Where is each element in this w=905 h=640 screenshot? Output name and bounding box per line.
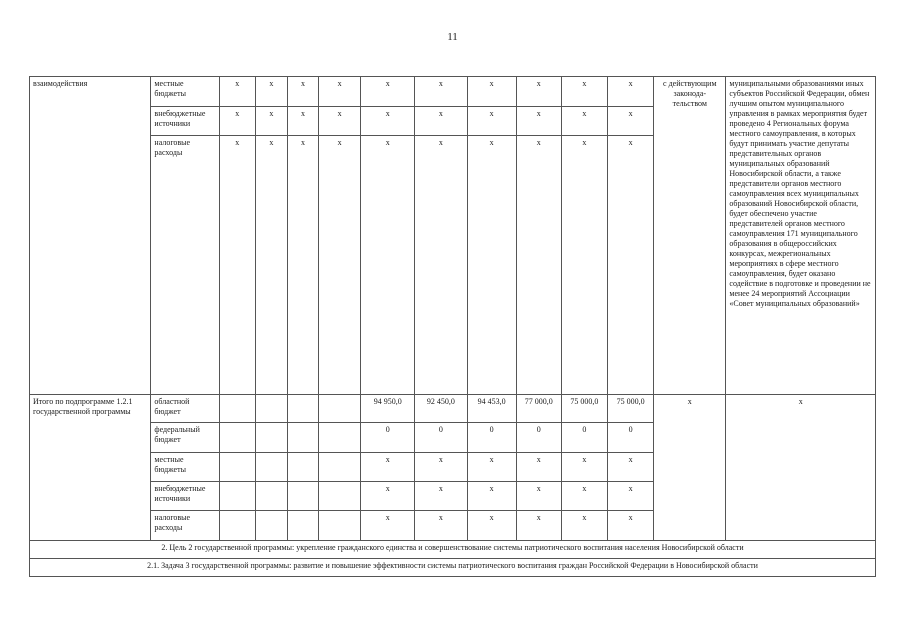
value-cell: 0 — [415, 423, 467, 453]
value-cell: 92 450,0 — [415, 395, 467, 423]
row-label: взаимодействия — [30, 77, 151, 395]
value-cell: 0 — [607, 423, 653, 453]
funding-source: местные бюджеты — [151, 77, 219, 107]
value-cell: 77 000,0 — [516, 395, 561, 423]
value-cell: х — [561, 453, 607, 482]
value-cell: х — [361, 77, 415, 107]
funding-source: местные бюджеты — [151, 453, 219, 482]
value-cell — [319, 395, 361, 423]
value-cell: х — [607, 77, 653, 107]
value-cell: х — [219, 136, 255, 395]
funding-source: областной бюджет — [151, 395, 219, 423]
page-number: 11 — [447, 31, 458, 43]
result-cell: х — [726, 395, 876, 541]
value-cell: х — [255, 136, 287, 395]
value-cell — [287, 423, 318, 453]
funding-source: налоговые расходы — [151, 136, 219, 395]
value-cell — [319, 423, 361, 453]
value-cell: х — [319, 136, 361, 395]
value-cell: х — [607, 136, 653, 395]
value-cell: 94 950,0 — [361, 395, 415, 423]
value-cell: х — [467, 136, 516, 395]
table-row — [30, 77, 876, 107]
value-cell: х — [467, 482, 516, 511]
value-cell: х — [415, 453, 467, 482]
value-cell: х — [607, 482, 653, 511]
value-cell: х — [361, 511, 415, 541]
value-cell: х — [467, 511, 516, 541]
table-row — [30, 395, 876, 423]
value-cell: 75 000,0 — [607, 395, 653, 423]
value-cell: х — [607, 511, 653, 541]
value-cell — [319, 482, 361, 511]
value-cell — [219, 453, 255, 482]
responsible-cell: х — [654, 395, 726, 541]
value-cell: х — [561, 136, 607, 395]
value-cell: х — [607, 453, 653, 482]
funding-source: федеральный бюджет — [151, 423, 219, 453]
value-cell: х — [516, 482, 561, 511]
value-cell: х — [287, 136, 318, 395]
value-cell: х — [319, 107, 361, 136]
value-cell: х — [516, 511, 561, 541]
value-cell — [219, 482, 255, 511]
value-cell: х — [607, 107, 653, 136]
value-cell: х — [415, 482, 467, 511]
value-cell — [287, 511, 318, 541]
value-cell: 0 — [361, 423, 415, 453]
value-cell: х — [219, 107, 255, 136]
value-cell — [287, 453, 318, 482]
value-cell: х — [561, 107, 607, 136]
value-cell: х — [467, 107, 516, 136]
value-cell: х — [516, 77, 561, 107]
result-cell: муниципальными образованиями иных субъектов Российской Федерации, обмен лучшим опытом муниципального управления в рамках мероприятия будет проведено 4 Региональных форума местного самоуправления, в которых будут принимать участие депутаты представительных органов муниципальных образований Новосибирской области, а также представители органов местного самоуправления всех муниципальных образований Новосибирской области, будет обеспечено участие представителей органов местного самоуправления 171 муниципального образования в общероссийских конкурсах, межрегиональных мероприятиях в сфере местного самоуправления, будет оказано содействие в подготовке и проведении не менее 24 мероприятий Ассоциации «Совет муниципальных образований» — [726, 77, 876, 395]
table-row — [30, 541, 876, 559]
value-cell: х — [516, 107, 561, 136]
funding-source: внебюджетные источники — [151, 107, 219, 136]
value-cell: х — [561, 77, 607, 107]
value-cell: х — [415, 136, 467, 395]
value-cell: х — [255, 77, 287, 107]
value-cell: 75 000,0 — [561, 395, 607, 423]
value-cell: х — [361, 453, 415, 482]
goal-row: 2. Цель 2 государственной программы: укрепление гражданского единства и совершенствование системы патриотического воспитания населения Новосибирской области — [30, 541, 876, 559]
value-cell — [319, 453, 361, 482]
value-cell: х — [561, 482, 607, 511]
value-cell: х — [361, 107, 415, 136]
value-cell: 0 — [467, 423, 516, 453]
value-cell: х — [561, 511, 607, 541]
value-cell: х — [361, 482, 415, 511]
value-cell: х — [516, 453, 561, 482]
value-cell: х — [319, 77, 361, 107]
value-cell — [287, 395, 318, 423]
value-cell: х — [255, 107, 287, 136]
value-cell: х — [219, 77, 255, 107]
row-label: Итого по подпрограмме 1.2.1 государственной программы — [30, 395, 151, 541]
value-cell: х — [287, 107, 318, 136]
task-row: 2.1. Задача 3 государственной программы: развитие и повышение эффективности системы патриотического воспитания граждан Российской Федерации в Новосибирской области — [30, 559, 876, 577]
value-cell: х — [415, 77, 467, 107]
value-cell: х — [287, 77, 318, 107]
value-cell — [255, 482, 287, 511]
value-cell: 94 453,0 — [467, 395, 516, 423]
responsible-cell: с действующим законода- тельством — [654, 77, 726, 395]
value-cell: х — [361, 136, 415, 395]
value-cell: х — [415, 107, 467, 136]
value-cell — [219, 423, 255, 453]
value-cell: х — [415, 511, 467, 541]
funding-source: внебюджетные источники — [151, 482, 219, 511]
table-body — [30, 77, 876, 577]
value-cell: х — [467, 453, 516, 482]
value-cell: 0 — [516, 423, 561, 453]
value-cell: х — [516, 136, 561, 395]
funding-source: налоговые расходы — [151, 511, 219, 541]
value-cell: 0 — [561, 423, 607, 453]
value-cell: х — [467, 77, 516, 107]
value-cell — [255, 423, 287, 453]
value-cell — [287, 482, 318, 511]
value-cell — [219, 511, 255, 541]
value-cell — [319, 511, 361, 541]
value-cell — [255, 395, 287, 423]
program-table — [29, 76, 876, 577]
value-cell — [255, 511, 287, 541]
value-cell — [255, 453, 287, 482]
value-cell — [219, 395, 255, 423]
table-row — [30, 559, 876, 577]
